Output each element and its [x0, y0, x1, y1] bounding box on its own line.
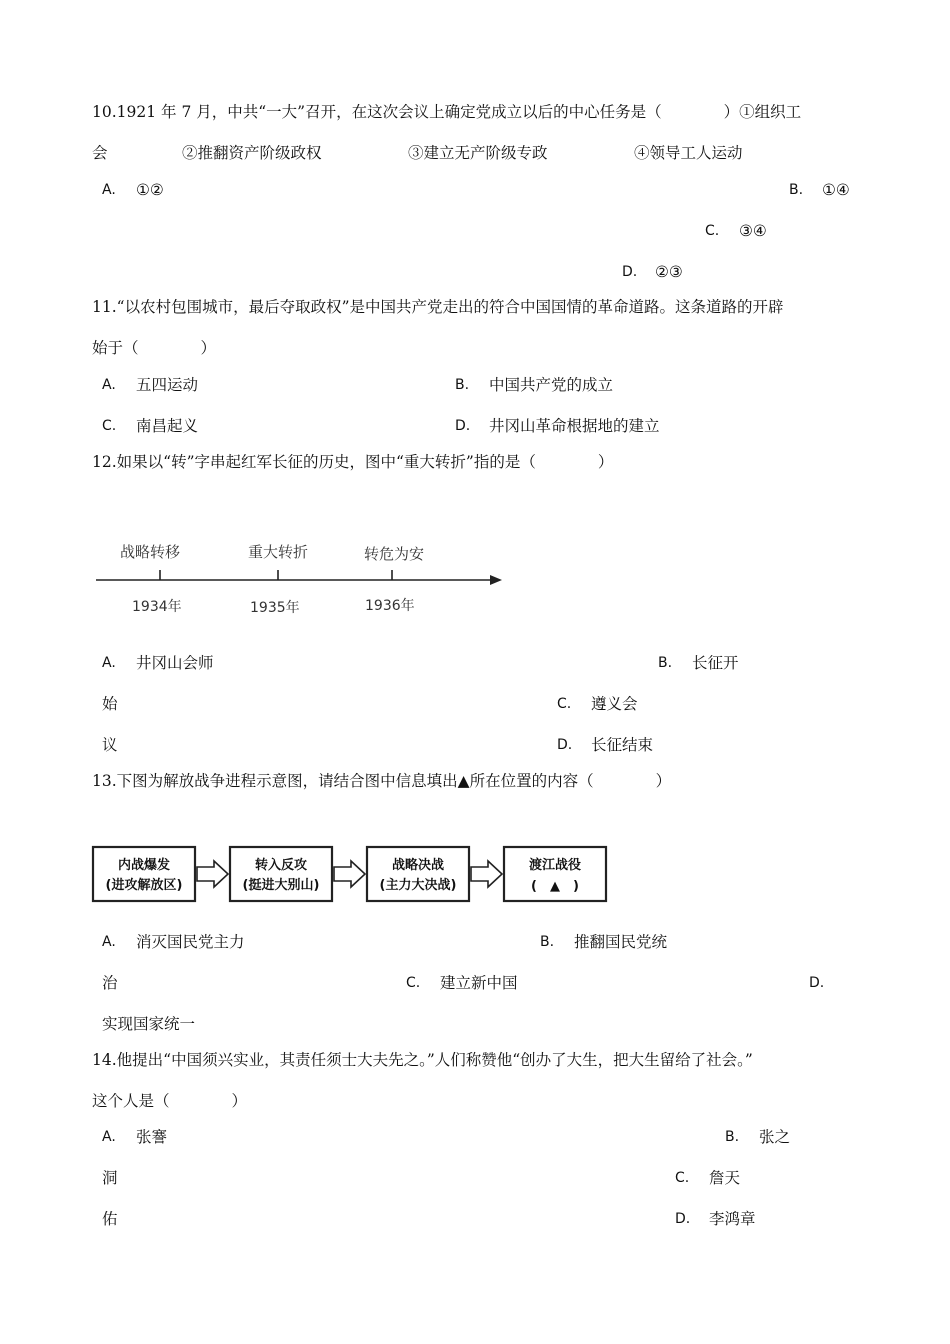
q11-stem-line1: 11.“以农村包围城市，最后夺取政权”是中国共产党走出的符合中国国情的革命道路。这条道路的开辟 — [92, 298, 784, 316]
timeline-year-2: 1935年 — [250, 600, 300, 616]
flow-box-4-line2: ( ▲ ) — [531, 879, 579, 894]
q11-option-c-letter: C. — [102, 418, 117, 434]
q10-option-c: ③④ — [739, 222, 767, 240]
timeline-year-3: 1936年 — [365, 598, 415, 614]
q10-option-a: ①② — [136, 181, 164, 199]
q12-option-a: 井冈山会师 — [136, 654, 214, 672]
flow-box-2-line1: 转入反攻 — [254, 858, 308, 873]
q10-option-d: ②③ — [655, 263, 683, 281]
q12-option-b: 长征开 — [692, 654, 739, 672]
q11-option-d-letter: D. — [455, 418, 471, 434]
q11-option-a: 五四运动 — [136, 376, 199, 394]
q14-stem-line1: 14.他提出“中国须兴实业，其责任须士大夫先之。”人们称赞他“创办了大生，把大生留给了社会。” — [92, 1051, 753, 1069]
flow-box-1-line2: (进攻解放区) — [105, 878, 183, 893]
q14-option-a: 张謇 — [136, 1128, 168, 1146]
q10-option-b-letter: B. — [789, 182, 804, 198]
q10-option-c-letter: C. — [705, 223, 720, 239]
q14-option-a-letter: A. — [102, 1129, 116, 1145]
q13-option-d: 实现国家统一 — [102, 1015, 196, 1033]
q14-option-d: 李鸿章 — [709, 1210, 756, 1228]
flow-box-3-line2: (主力大决战) — [379, 878, 457, 893]
q10-item-3: ③建立无产阶级专政 — [408, 144, 548, 162]
q10-option-d-letter: D. — [622, 264, 638, 280]
q14-stem-line2: 这个人是（ ） — [92, 1092, 248, 1110]
q13-option-b: 推翻国民党统 — [574, 933, 668, 951]
q14-option-c-wrap: 佑 — [102, 1210, 118, 1228]
flow-box-4-line1: 渡江战役 — [528, 858, 582, 873]
liberation-war-flowchart — [90, 843, 610, 905]
q13-option-a-letter: A. — [102, 934, 116, 950]
q13-option-a: 消灭国民党主力 — [136, 933, 245, 951]
q14-option-c: 詹天 — [709, 1169, 741, 1187]
q14-option-b-wrap: 洞 — [102, 1169, 118, 1187]
flow-box-3-line1: 战略决战 — [391, 858, 445, 873]
q11-stem-line2: 始于（ ） — [92, 339, 217, 357]
q12-option-c-wrap: 议 — [102, 736, 118, 754]
q13-stem: 13.下图为解放战争进程示意图，请结合图中信息填出▲所在位置的内容（ ） — [92, 772, 672, 790]
timeline-label-2: 重大转折 — [248, 543, 309, 561]
q13-option-b-wrap: 治 — [102, 974, 118, 992]
q10-option-a-letter: A. — [102, 182, 116, 198]
q12-option-b-letter: B. — [658, 655, 673, 671]
timeline-label-1: 战略转移 — [120, 543, 181, 561]
q12-option-d-letter: D. — [557, 737, 573, 753]
q12-option-a-letter: A. — [102, 655, 116, 671]
q14-option-d-letter: D. — [675, 1211, 691, 1227]
q13-option-d-letter: D. — [809, 975, 825, 991]
q13-option-c-letter: C. — [406, 975, 421, 991]
q13-option-b-letter: B. — [540, 934, 555, 950]
q14-option-b-letter: B. — [725, 1129, 740, 1145]
q14-option-c-letter: C. — [675, 1170, 690, 1186]
long-march-timeline — [92, 530, 512, 625]
q10-stem-line1: 10.1921 年 7 月，中共“一大”召开，在这次会议上确定党成立以后的中心任务是（ ）①组织工 — [92, 103, 802, 121]
q12-option-d: 长征结束 — [591, 736, 654, 754]
q12-stem: 12.如果以“转”字串起红军长征的历史，图中“重大转折”指的是（ ） — [92, 453, 614, 471]
q11-option-c: 南昌起义 — [136, 417, 199, 435]
q10-stem-line2-a: 会 — [92, 144, 108, 162]
q11-option-b-letter: B. — [455, 377, 470, 393]
q10-item-2: ②推翻资产阶级政权 — [182, 144, 322, 162]
q12-option-c-letter: C. — [557, 696, 572, 712]
q10-item-4: ④领导工人运动 — [634, 144, 743, 162]
q12-option-c: 遵义会 — [591, 695, 638, 713]
q13-option-c: 建立新中国 — [440, 974, 518, 992]
q10-option-b: ①④ — [822, 181, 850, 199]
q11-option-a-letter: A. — [102, 377, 116, 393]
q12-option-b-wrap: 始 — [102, 695, 118, 713]
timeline-year-1: 1934年 — [132, 599, 182, 615]
q11-option-d: 井冈山革命根据地的建立 — [489, 417, 660, 435]
flow-box-2-line2: (挺进大别山) — [242, 878, 320, 893]
q11-option-b: 中国共产党的成立 — [489, 376, 614, 394]
q14-option-b: 张之 — [759, 1128, 791, 1146]
flow-box-1-line1: 内战爆发 — [117, 858, 171, 873]
timeline-label-3: 转危为安 — [364, 545, 425, 563]
